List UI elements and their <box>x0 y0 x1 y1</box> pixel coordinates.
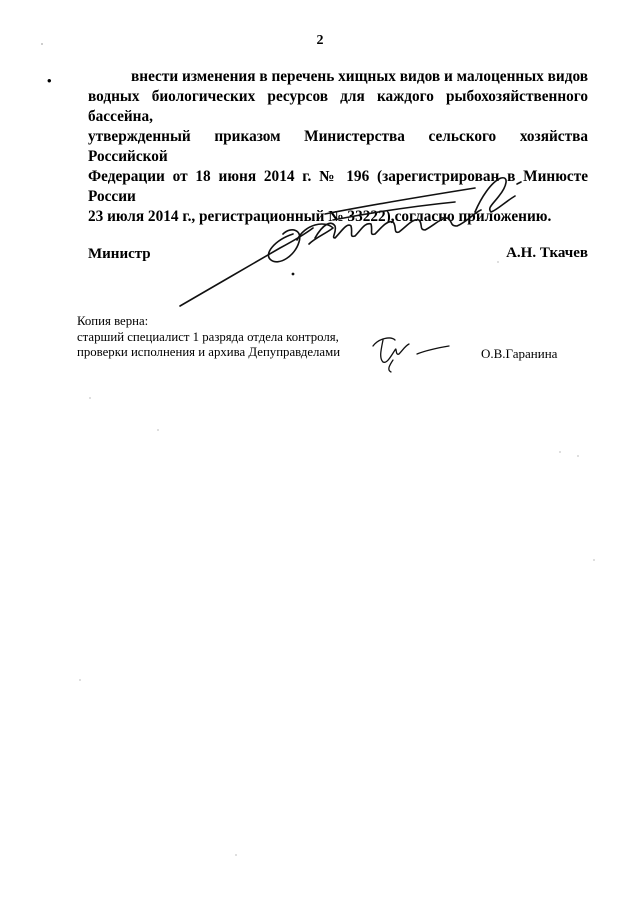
margin-mark: • <box>47 73 52 88</box>
body-line: 23 июля 2014 г., регистрационный № 33222),согласно приложению. <box>88 208 552 225</box>
copy-position-line: старший специалист 1 разряда отдела контроля, <box>77 329 339 344</box>
signer-name: А.Н. Ткачев <box>506 245 588 261</box>
page-number: 2 <box>316 33 324 48</box>
body-line: утвержденный приказом Министерства сельского хозяйства Российской <box>88 128 588 165</box>
minister-signature <box>175 168 535 318</box>
signer-title: Министр <box>88 246 151 262</box>
body-line: внести изменения в перечень хищных видов и малоценных видов <box>131 68 588 85</box>
copy-signer-name: О.В.Гаранина <box>481 346 558 361</box>
copy-heading: Копия верна: <box>77 314 149 328</box>
body-line: водных биологических ресурсов для каждого рыбохозяйственного бассейна, <box>88 88 588 125</box>
copy-signature <box>365 332 455 374</box>
body-line: Федерации от 18 июня 2014 г. № 196 (зарегистрирован в Минюсте России <box>88 168 588 205</box>
copy-certification <box>77 314 340 361</box>
copy-position-line: проверки исполнения и архива Депуправделами <box>77 345 341 359</box>
